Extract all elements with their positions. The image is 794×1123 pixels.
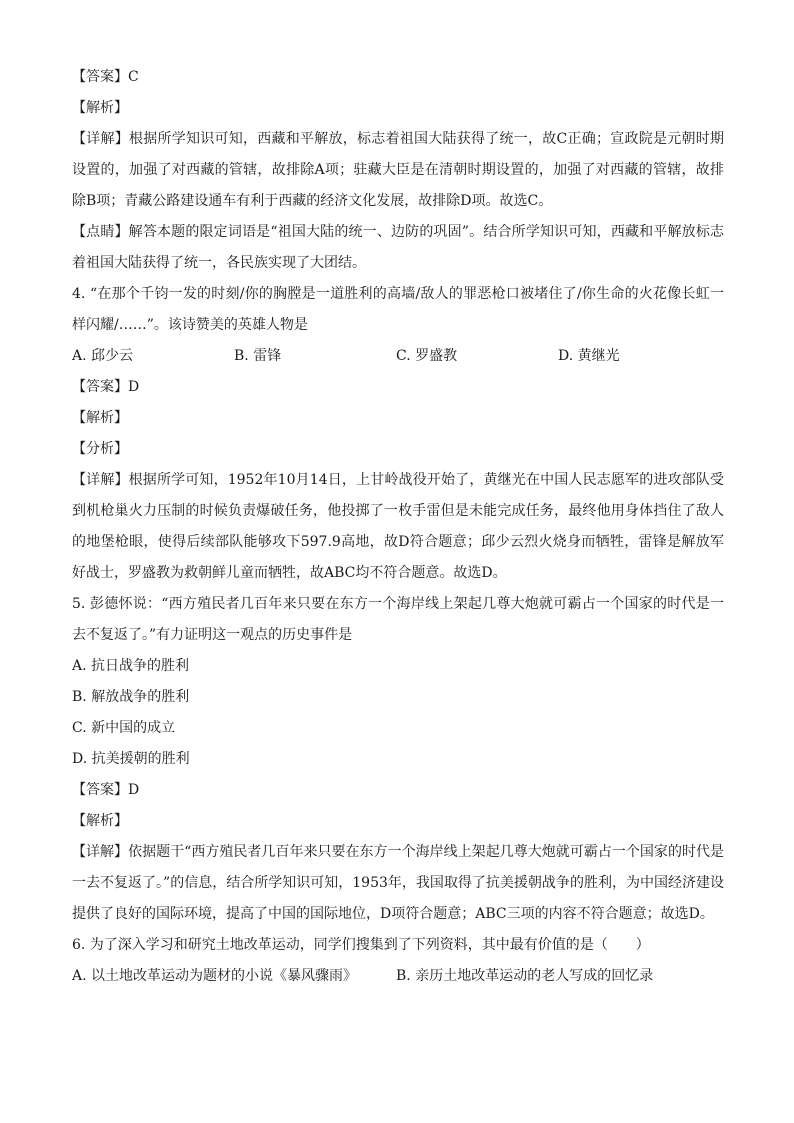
q5-stem: 5. 彭德怀说：“西方殖民者几百年来只要在东方一个海岸线上架起几尊大炮就可霸占一个国家的时代是一去不复返了。”有力证明这一观点的历史事件是 [72,596,724,643]
q4-option-b: B. 雷锋 [234,348,282,364]
q4-stem: 4. “在那个千钧一发的时刻/你的胸膛是一道胜利的高墙/敌人的罪恶枪口被堵住了/你生命的火花像长虹一样闪耀/……”。该诗赞美的英雄人物是 [72,286,724,333]
q4-option-c: C. 罗盛教 [396,348,458,364]
q4-answer: 【答案】D [72,379,140,395]
q5-analysis-label: 【解析】 [72,813,128,829]
q6-option-b: B. 亲历土地改革运动的老人写成的回忆录 [396,968,654,984]
q4-option-d: D. 黄继光 [558,348,620,364]
q3-analysis-label: 【解析】 [72,100,128,116]
q5-detail: 【详解】依据题干“西方殖民者几百年来只要在东方一个海岸线上架起几尊大炮就可霸占一个国家的时代是一去不复返了。”的信息，结合所学知识可知，1953年，我国取得了抗美援朝战争的胜利，为中国经济建设提供了良好的国际环境，提高了中国的国际地位，D项符合题意；ABC三项的内容不符合题意；故选D。 [72,844,724,922]
q5-option-b: B. 解放战争的胜利 [72,689,190,705]
q4-detail: 【详解】根据所学可知，1952年10月14日，上甘岭战役开始了，黄继光在中国人民志愿军的进攻部队受到机枪巢火力压制的时候负责爆破任务，他投掷了一枚手雷但是未能完成任务，最终他用身体挡住了敌人的地堡枪眼，使得后续部队能够攻下597.9高地，故D符合题意；邱少云烈火烧身而牺牲，雷锋是解放军好战士，罗盛教为救朝鲜儿童而牺牲，故ABC均不符合题意。故选D。 [72,472,724,581]
q6-stem: 6. 为了深入学习和研究土地改革运动，同学们搜集到了下列资料，其中最有价值的是（ ） [72,937,650,953]
q4-analysis-label: 【解析】 [72,410,128,426]
q6-options [72,961,724,992]
q5-option-d: D. 抗美援朝的胜利 [72,751,190,767]
q6-option-a: A. 以土地改革运动为题材的小说《暴风骤雨》 [72,968,358,984]
q5-option-c: C. 新中国的成立 [72,720,176,736]
page-content [72,62,724,992]
q3-detail: 【详解】根据所学知识可知，西藏和平解放，标志着祖国大陆获得了统一，故C正确；宣政院是元朝时期设置的，加强了对西藏的管辖，故排除A项；驻藏大臣是在清朝时期设置的，加强了对西藏的管辖，故排除B项；青藏公路建设通车有利于西藏的经济文化发展，故排除D项。故选C。 [72,131,724,209]
q4-options [72,341,724,372]
q4-option-a: A. 邱少云 [72,348,134,364]
q4-fenxi-label: 【分析】 [72,441,128,457]
q3-comment: 【点睛】解答本题的限定词语是“祖国大陆的统一、边防的巩固”。结合所学知识可知，西藏和平解放标志着祖国大陆获得了统一，各民族实现了大团结。 [72,224,724,271]
q3-answer: 【答案】C [72,69,139,85]
q5-option-a: A. 抗日战争的胜利 [72,658,190,674]
q5-answer: 【答案】D [72,782,140,798]
